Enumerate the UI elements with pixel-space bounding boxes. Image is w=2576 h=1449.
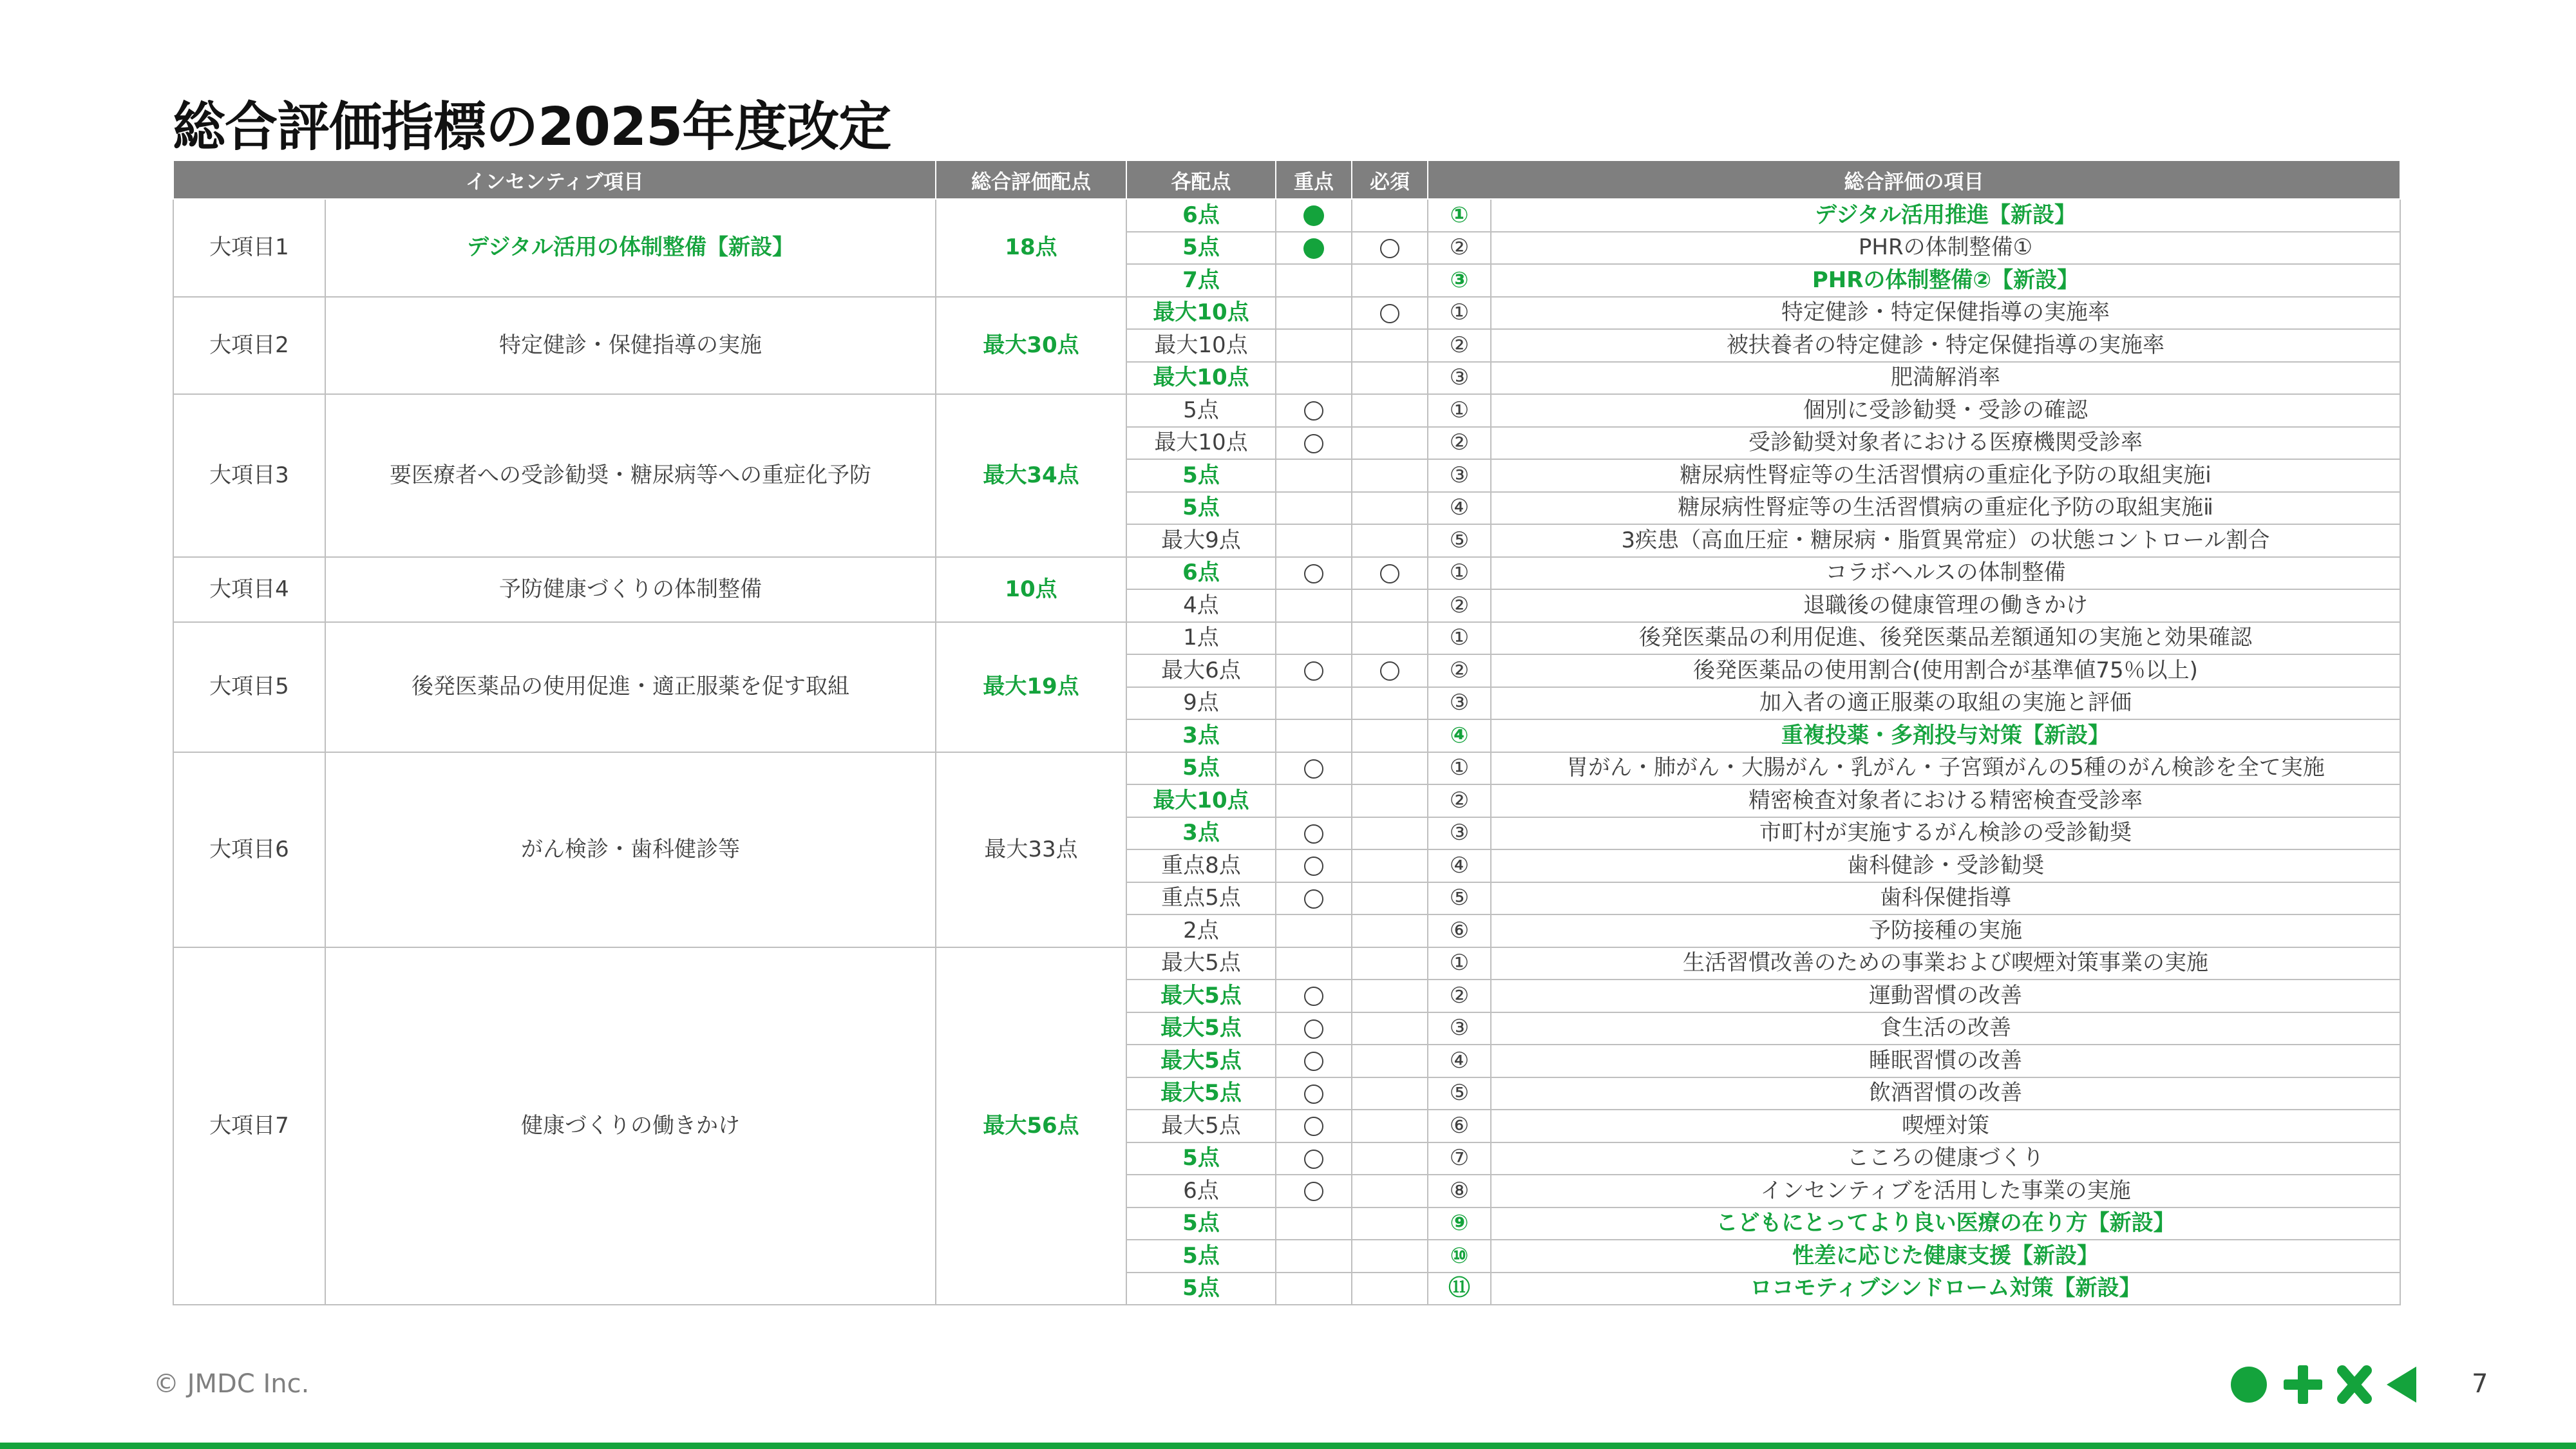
- item-text: 特定健診・特定保健指導の実施率: [1491, 297, 2400, 330]
- open-circle-icon: [1380, 661, 1399, 681]
- table-row: [173, 752, 2400, 785]
- item-text: 肥満解消率: [1491, 362, 2400, 395]
- required-mark: [1352, 264, 1428, 297]
- evaluation-table: [173, 160, 2401, 1305]
- priority-mark: [1276, 654, 1352, 687]
- category-points: 18点: [936, 199, 1126, 297]
- page-title: 総合評価指標の2025年度改定: [173, 97, 891, 158]
- item-number: ①: [1428, 947, 1491, 980]
- required-mark: [1352, 1142, 1428, 1175]
- header-priority: 重点: [1276, 160, 1352, 199]
- item-number: ①: [1428, 199, 1491, 232]
- open-circle-icon: [1304, 889, 1323, 909]
- category-label: 大項目5: [173, 622, 325, 752]
- item-points: 5点: [1126, 492, 1276, 525]
- priority-mark: [1276, 589, 1352, 622]
- priority-mark: [1276, 264, 1352, 297]
- item-text: 運動習慣の改善: [1491, 980, 2400, 1012]
- header-points: 各配点: [1126, 160, 1276, 199]
- logo-cross-icon: [2342, 1370, 2367, 1399]
- filled-circle-icon: [1303, 205, 1324, 226]
- item-points: 1点: [1126, 622, 1276, 655]
- priority-mark: [1276, 752, 1352, 785]
- item-text: 歯科健診・受診勧奨: [1491, 849, 2400, 882]
- required-mark: [1352, 1208, 1428, 1240]
- item-points: 3点: [1126, 817, 1276, 850]
- priority-mark: [1276, 1110, 1352, 1142]
- header-incentive: インセンティブ項目: [173, 160, 936, 199]
- item-text: 退職後の健康管理の働きかけ: [1491, 589, 2400, 622]
- open-circle-icon: [1304, 661, 1323, 681]
- priority-mark: [1276, 1240, 1352, 1273]
- item-text: 加入者の適正服薬の取組の実施と評価: [1491, 687, 2400, 720]
- priority-mark: [1276, 914, 1352, 947]
- item-number: ②: [1428, 654, 1491, 687]
- item-text: PHRの体制整備②【新設】: [1491, 264, 2400, 297]
- priority-mark: [1276, 1175, 1352, 1208]
- table-row: [173, 947, 2400, 980]
- item-points: 最大5点: [1126, 1045, 1276, 1077]
- item-text: 睡眠習慣の改善: [1491, 1045, 2400, 1077]
- required-mark: [1352, 849, 1428, 882]
- category-label: 大項目4: [173, 557, 325, 622]
- item-points: 最大5点: [1126, 980, 1276, 1012]
- priority-mark: [1276, 1045, 1352, 1077]
- item-number: ③: [1428, 459, 1491, 492]
- item-points: 重点5点: [1126, 882, 1276, 915]
- table-row: [173, 394, 2400, 427]
- priority-mark: [1276, 1077, 1352, 1110]
- item-points: 最大10点: [1126, 784, 1276, 817]
- item-number: ③: [1428, 1012, 1491, 1045]
- required-mark: [1352, 882, 1428, 915]
- item-text: 個別に受診勧奨・受診の確認: [1491, 394, 2400, 427]
- item-text: 後発医薬品の使用割合(使用割合が基準値75％以上): [1491, 654, 2400, 687]
- item-number: ①: [1428, 394, 1491, 427]
- priority-mark: [1276, 1273, 1352, 1305]
- required-mark: [1352, 394, 1428, 427]
- required-mark: [1352, 622, 1428, 655]
- item-number: ④: [1428, 849, 1491, 882]
- priority-mark: [1276, 297, 1352, 330]
- required-mark: [1352, 1077, 1428, 1110]
- priority-mark: [1276, 947, 1352, 980]
- open-circle-icon: [1380, 564, 1399, 583]
- required-mark: [1352, 492, 1428, 525]
- item-points: 最大5点: [1126, 1012, 1276, 1045]
- category-name: 健康づくりの働きかけ: [325, 947, 936, 1305]
- category-label: 大項目2: [173, 297, 325, 395]
- open-circle-icon: [1304, 1117, 1323, 1136]
- item-points: 最大10点: [1126, 362, 1276, 395]
- item-text: デジタル活用推進【新設】: [1491, 199, 2400, 232]
- item-text: PHRの体制整備①: [1491, 232, 2400, 265]
- item-number: ②: [1428, 784, 1491, 817]
- category-label: 大項目3: [173, 394, 325, 557]
- item-number: ⑧: [1428, 1175, 1491, 1208]
- open-circle-icon: [1304, 401, 1323, 421]
- table-header-row: [173, 160, 2400, 199]
- item-number: ⑤: [1428, 524, 1491, 557]
- required-mark: [1352, 1110, 1428, 1142]
- header-items: 総合評価の項目: [1428, 160, 2400, 199]
- required-mark: [1352, 980, 1428, 1012]
- item-text: コラボヘルスの体制整備: [1491, 557, 2400, 590]
- item-points: 重点8点: [1126, 849, 1276, 882]
- item-points: 最大5点: [1126, 947, 1276, 980]
- item-text: 3疾患（高血圧症・糖尿病・脂質異常症）の状態コントロール割合: [1491, 524, 2400, 557]
- item-points: 4点: [1126, 589, 1276, 622]
- open-circle-icon: [1304, 564, 1323, 583]
- category-points: 最大19点: [936, 622, 1126, 752]
- item-points: 5点: [1126, 232, 1276, 265]
- item-points: 5点: [1126, 1208, 1276, 1240]
- item-points: 6点: [1126, 1175, 1276, 1208]
- item-text: 後発医薬品の利用促進、後発医薬品差額通知の実施と効果確認: [1491, 622, 2400, 655]
- required-mark: [1352, 784, 1428, 817]
- item-number: ⑥: [1428, 1110, 1491, 1142]
- required-mark: [1352, 1240, 1428, 1273]
- priority-mark: [1276, 394, 1352, 427]
- copyright: © JMDC Inc.: [153, 1369, 310, 1399]
- item-points: 最大6点: [1126, 654, 1276, 687]
- open-circle-icon: [1304, 857, 1323, 876]
- priority-mark: [1276, 1012, 1352, 1045]
- table-body: [173, 199, 2400, 1305]
- category-name: 特定健診・保健指導の実施: [325, 297, 936, 395]
- item-text: 飲酒習慣の改善: [1491, 1077, 2400, 1110]
- priority-mark: [1276, 687, 1352, 720]
- required-mark: [1352, 947, 1428, 980]
- open-circle-icon: [1304, 987, 1323, 1006]
- item-number: ⑤: [1428, 1077, 1491, 1110]
- item-points: 5点: [1126, 1273, 1276, 1305]
- priority-mark: [1276, 232, 1352, 265]
- category-name: 要医療者への受診勧奨・糖尿病等への重症化予防: [325, 394, 936, 557]
- item-text: 精密検査対象者における精密検査受診率: [1491, 784, 2400, 817]
- priority-mark: [1276, 622, 1352, 655]
- page-number: 7: [2472, 1369, 2488, 1399]
- priority-mark: [1276, 784, 1352, 817]
- priority-mark: [1276, 524, 1352, 557]
- table-row: [173, 557, 2400, 590]
- priority-mark: [1276, 492, 1352, 525]
- item-points: 3点: [1126, 719, 1276, 752]
- item-number: ④: [1428, 492, 1491, 525]
- required-mark: [1352, 427, 1428, 460]
- logo-plus-icon: [2284, 1365, 2322, 1404]
- item-points: 5点: [1126, 1142, 1276, 1175]
- item-number: ⑥: [1428, 914, 1491, 947]
- item-text: こころの健康づくり: [1491, 1142, 2400, 1175]
- category-name: デジタル活用の体制整備【新設】: [325, 199, 936, 297]
- required-mark: [1352, 1175, 1428, 1208]
- priority-mark: [1276, 557, 1352, 590]
- item-points: 5点: [1126, 394, 1276, 427]
- item-points: 5点: [1126, 752, 1276, 785]
- logo-circle-icon: [2231, 1367, 2267, 1403]
- open-circle-icon: [1304, 1084, 1323, 1104]
- item-text: 胃がん・肺がん・大腸がん・乳がん・子宮頸がんの5種のがん検診を全て実施: [1491, 752, 2400, 785]
- priority-mark: [1276, 1208, 1352, 1240]
- required-mark: [1352, 1273, 1428, 1305]
- required-mark: [1352, 589, 1428, 622]
- priority-mark: [1276, 199, 1352, 232]
- category-points: 最大33点: [936, 752, 1126, 947]
- item-number: ⑪: [1428, 1273, 1491, 1305]
- open-circle-icon: [1380, 239, 1399, 258]
- priority-mark: [1276, 362, 1352, 395]
- required-mark: [1352, 914, 1428, 947]
- priority-mark: [1276, 459, 1352, 492]
- table-row: [173, 622, 2400, 655]
- required-mark: [1352, 687, 1428, 720]
- item-text: こどもにとってより良い医療の在り方【新設】: [1491, 1208, 2400, 1240]
- item-text: 糖尿病性腎症等の生活習慣病の重症化予防の取組実施ⅰ: [1491, 459, 2400, 492]
- item-points: 最大5点: [1126, 1077, 1276, 1110]
- open-circle-icon: [1304, 1019, 1323, 1039]
- item-number: ②: [1428, 232, 1491, 265]
- open-circle-icon: [1304, 1182, 1323, 1201]
- item-points: 9点: [1126, 687, 1276, 720]
- required-mark: [1352, 654, 1428, 687]
- table-row: [173, 297, 2400, 330]
- priority-mark: [1276, 427, 1352, 460]
- required-mark: [1352, 1012, 1428, 1045]
- item-number: ①: [1428, 622, 1491, 655]
- item-number: ⑨: [1428, 1208, 1491, 1240]
- required-mark: [1352, 719, 1428, 752]
- required-mark: [1352, 459, 1428, 492]
- category-points: 最大56点: [936, 947, 1126, 1305]
- priority-mark: [1276, 882, 1352, 915]
- item-number: ②: [1428, 427, 1491, 460]
- table-row: [173, 199, 2400, 232]
- open-circle-icon: [1380, 304, 1399, 323]
- item-text: 喫煙対策: [1491, 1110, 2400, 1142]
- item-number: ⑤: [1428, 882, 1491, 915]
- item-text: ロコモティブシンドローム対策【新設】: [1491, 1273, 2400, 1305]
- item-number: ③: [1428, 362, 1491, 395]
- priority-mark: [1276, 980, 1352, 1012]
- priority-mark: [1276, 719, 1352, 752]
- logo-triangle-icon: [2387, 1367, 2416, 1403]
- item-number: ②: [1428, 329, 1491, 362]
- bottom-accent-bar: [0, 1443, 2576, 1449]
- required-mark: [1352, 329, 1428, 362]
- header-required: 必須: [1352, 160, 1428, 199]
- required-mark: [1352, 199, 1428, 232]
- item-number: ②: [1428, 589, 1491, 622]
- category-label: 大項目7: [173, 947, 325, 1305]
- item-points: 5点: [1126, 1240, 1276, 1273]
- item-points: 6点: [1126, 199, 1276, 232]
- category-points: 10点: [936, 557, 1126, 622]
- open-circle-icon: [1304, 1052, 1323, 1071]
- priority-mark: [1276, 1142, 1352, 1175]
- required-mark: [1352, 297, 1428, 330]
- priority-mark: [1276, 817, 1352, 850]
- open-circle-icon: [1304, 1150, 1323, 1169]
- item-number: ④: [1428, 719, 1491, 752]
- item-points: 最大10点: [1126, 329, 1276, 362]
- category-label: 大項目1: [173, 199, 325, 297]
- jmdc-logo: [2230, 1363, 2423, 1406]
- category-name: 予防健康づくりの体制整備: [325, 557, 936, 622]
- open-circle-icon: [1304, 824, 1323, 844]
- item-points: 最大5点: [1126, 1110, 1276, 1142]
- required-mark: [1352, 752, 1428, 785]
- item-number: ①: [1428, 752, 1491, 785]
- category-points: 最大34点: [936, 394, 1126, 557]
- required-mark: [1352, 817, 1428, 850]
- category-name: 後発医薬品の使用促進・適正服薬を促す取組: [325, 622, 936, 752]
- item-number: ③: [1428, 264, 1491, 297]
- open-circle-icon: [1304, 434, 1323, 453]
- item-text: 受診勧奨対象者における医療機関受診率: [1491, 427, 2400, 460]
- item-text: 食生活の改善: [1491, 1012, 2400, 1045]
- item-number: ③: [1428, 687, 1491, 720]
- item-text: 歯科保健指導: [1491, 882, 2400, 915]
- category-points: 最大30点: [936, 297, 1126, 395]
- item-number: ④: [1428, 1045, 1491, 1077]
- required-mark: [1352, 1045, 1428, 1077]
- category-label: 大項目6: [173, 752, 325, 947]
- item-number: ②: [1428, 980, 1491, 1012]
- item-text: 予防接種の実施: [1491, 914, 2400, 947]
- filled-circle-icon: [1303, 238, 1324, 259]
- item-points: 最大9点: [1126, 524, 1276, 557]
- item-points: 5点: [1126, 459, 1276, 492]
- item-text: 性差に応じた健康支援【新設】: [1491, 1240, 2400, 1273]
- item-points: 最大10点: [1126, 297, 1276, 330]
- item-text: 糖尿病性腎症等の生活習慣病の重症化予防の取組実施ⅱ: [1491, 492, 2400, 525]
- priority-mark: [1276, 849, 1352, 882]
- item-points: 6点: [1126, 557, 1276, 590]
- item-text: インセンティブを活用した事業の実施: [1491, 1175, 2400, 1208]
- item-text: 被扶養者の特定健診・特定保健指導の実施率: [1491, 329, 2400, 362]
- required-mark: [1352, 557, 1428, 590]
- item-number: ①: [1428, 557, 1491, 590]
- item-number: ⑦: [1428, 1142, 1491, 1175]
- item-number: ①: [1428, 297, 1491, 330]
- open-circle-icon: [1304, 759, 1323, 779]
- required-mark: [1352, 362, 1428, 395]
- header-total-points: 総合評価配点: [936, 160, 1126, 199]
- category-name: がん検診・歯科健診等: [325, 752, 936, 947]
- item-points: 最大10点: [1126, 427, 1276, 460]
- item-number: ⑩: [1428, 1240, 1491, 1273]
- item-text: 重複投薬・多剤投与対策【新設】: [1491, 719, 2400, 752]
- item-points: 7点: [1126, 264, 1276, 297]
- required-mark: [1352, 232, 1428, 265]
- item-points: 2点: [1126, 914, 1276, 947]
- item-text: 市町村が実施するがん検診の受診勧奨: [1491, 817, 2400, 850]
- required-mark: [1352, 524, 1428, 557]
- item-text: 生活習慣改善のための事業および喫煙対策事業の実施: [1491, 947, 2400, 980]
- item-number: ③: [1428, 817, 1491, 850]
- priority-mark: [1276, 329, 1352, 362]
